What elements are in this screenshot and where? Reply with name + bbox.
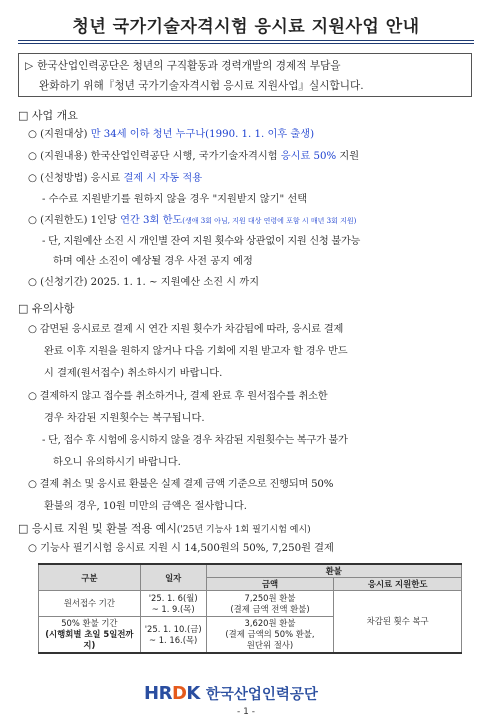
example-line: ○ 기능사 필기시험 응시료 지원 시 14,500원의 50%, 7,250원 결제 [28, 543, 334, 554]
page-number: - 1 - [237, 707, 255, 717]
notice-2-note-1: - 단, 접수 후 시험에 응시하지 않을 경우 차감된 지원횟수는 복구가 불가 [42, 435, 348, 446]
content-tail: 지원 [336, 151, 360, 162]
hrdk-logo [144, 681, 318, 705]
intro-box [18, 53, 472, 97]
section-notice-heading: □ 유의사항 [18, 302, 75, 315]
notice-2-line-1: ○ 결제하지 않고 접수를 취소하거나, 결제 완료 후 원서접수를 취소한 [28, 391, 328, 402]
limit-cell: 차감된 횟수 복구 [334, 591, 462, 654]
limit-value: 연간 3회 한도 [120, 215, 183, 226]
refund-table [38, 563, 462, 654]
row2-amount-note-2: 원단위 절사) [246, 640, 294, 650]
logo-letter-h: H [144, 682, 159, 704]
limit-line [28, 213, 356, 229]
arrow-icon: ▷ [25, 60, 34, 72]
target-value: 만 34세 이하 청년 누구나(1990. 1. 1. 이후 출생) [90, 129, 315, 140]
hrdk-logo-mark [144, 683, 200, 704]
logo-letter-k: K [186, 682, 200, 704]
content-label: ○ (지원내용) 한국산업인력공단 시행, 국가기술자격시험 [28, 151, 281, 162]
period-line: ○ (신청기간) 2025. 1. 1. ~ 지원예산 소진 시 까지 [28, 277, 260, 288]
row1-category: 원서접수 기간 [39, 591, 141, 617]
row2-date-end: ~ 1. 16.(목) [149, 634, 198, 645]
notice-2-line-2: 경우 차감된 지원횟수는 복구됩니다. [44, 413, 205, 424]
row1-date-start: '25. 1. 6(월) [148, 592, 198, 603]
limit-note-2: 하며 예산 소진이 예상될 경우 사전 공지 예정 [53, 256, 253, 267]
row1-amount [206, 591, 334, 617]
section-overview-heading: □ 사업 개요 [18, 109, 78, 122]
row2-date-start: '25. 1. 10.(금) [144, 623, 202, 634]
notice-2-note-2: 하오니 유의하시기 바랍니다. [53, 457, 181, 468]
intro-line-2: 완화하기 위해『청년 국가기술자격시험 응시료 지원사업』실시합니다. [39, 80, 364, 92]
notice-3-line-1: ○ 결제 취소 및 응시료 환불은 실제 결제 금액 기준으로 진행되며 50% [28, 479, 334, 490]
row2-amount [206, 617, 334, 654]
section-example-heading [18, 520, 311, 536]
example-heading-main: □ 응시료 지원 및 환불 적용 예시 [18, 522, 177, 535]
intro-text-1: 한국산업인력공단은 청년의 구직활동과 경력개발의 경제적 부담을 [37, 60, 341, 72]
col-amount: 금액 [206, 578, 334, 591]
row2-category-sub: (시행회별 초일 5일전까지) [45, 629, 134, 650]
row2-category [39, 617, 141, 654]
limit-label: ○ (지원한도) 1인당 [28, 215, 121, 226]
example-heading-paren: ('25년 기능사 1회 필기시험 예시) [176, 525, 311, 535]
row1-date [140, 591, 206, 617]
table-row [39, 591, 462, 617]
row2-amount-note: (결제 금액의 50% 환불, [225, 629, 315, 639]
apply-note: - 수수료 지원받기를 원하지 않을 경우 "지원받지 않기" 선택 [42, 194, 308, 205]
row2-category-main: 50% 환불 기간 [61, 618, 118, 628]
title-bar [18, 10, 474, 44]
target-label: ○ (지원대상) [28, 129, 91, 140]
apply-label: ○ (신청방법) 응시료 [28, 173, 124, 184]
target-line [28, 127, 314, 143]
content-line [28, 149, 359, 165]
logo-letter-r: R [158, 682, 172, 704]
notice-3-line-2: 환불의 경우, 10원 미만의 금액은 절사합니다. [44, 501, 247, 512]
logo-letter-d: D [171, 682, 187, 704]
limit-detail: (생애 3회 아님, 지원 대상 연령에 포함 시 매년 3회 지원) [182, 217, 357, 225]
content-value: 응시료 50% [280, 151, 337, 162]
notice-1-line-2: 완료 이후 지원을 원하지 않거나 다음 기회에 지원 받고자 할 경우 반드 [44, 346, 348, 357]
limit-note-1: - 단, 지원예산 소진 시 개인별 잔여 지원 횟수와 상관없이 지원 신청 불가능 [42, 236, 361, 247]
apply-line [28, 171, 202, 187]
col-refund: 환불 [206, 564, 461, 578]
table-header-row [39, 564, 462, 578]
apply-value: 결제 시 자동 적용 [123, 173, 203, 184]
row2-amount-main: 3,620원 환불 [244, 618, 296, 628]
row1-amount-main: 7,250원 환불 [244, 592, 296, 603]
col-date: 일자 [140, 564, 206, 591]
notice-1-line-3: 시 결제(원서접수) 취소하시기 바랍니다. [44, 368, 223, 379]
logo-text: 한국산업인력공단 [205, 686, 318, 703]
col-category: 구분 [39, 564, 141, 591]
notice-1-line-1: ○ 감면된 응시료로 결제 시 연간 지원 횟수가 차감됨에 따라, 응시료 결제 [28, 324, 344, 335]
col-limit: 응시료 지원한도 [334, 578, 462, 591]
row2-date [140, 617, 206, 654]
page-title: 청년 국가기술자격시험 응시료 지원사업 안내 [72, 17, 420, 37]
intro-line-1 [25, 56, 471, 76]
row1-amount-note: (결제 금액 전액 환불) [230, 603, 310, 614]
row1-date-end: ~ 1. 9.(목) [151, 603, 195, 614]
